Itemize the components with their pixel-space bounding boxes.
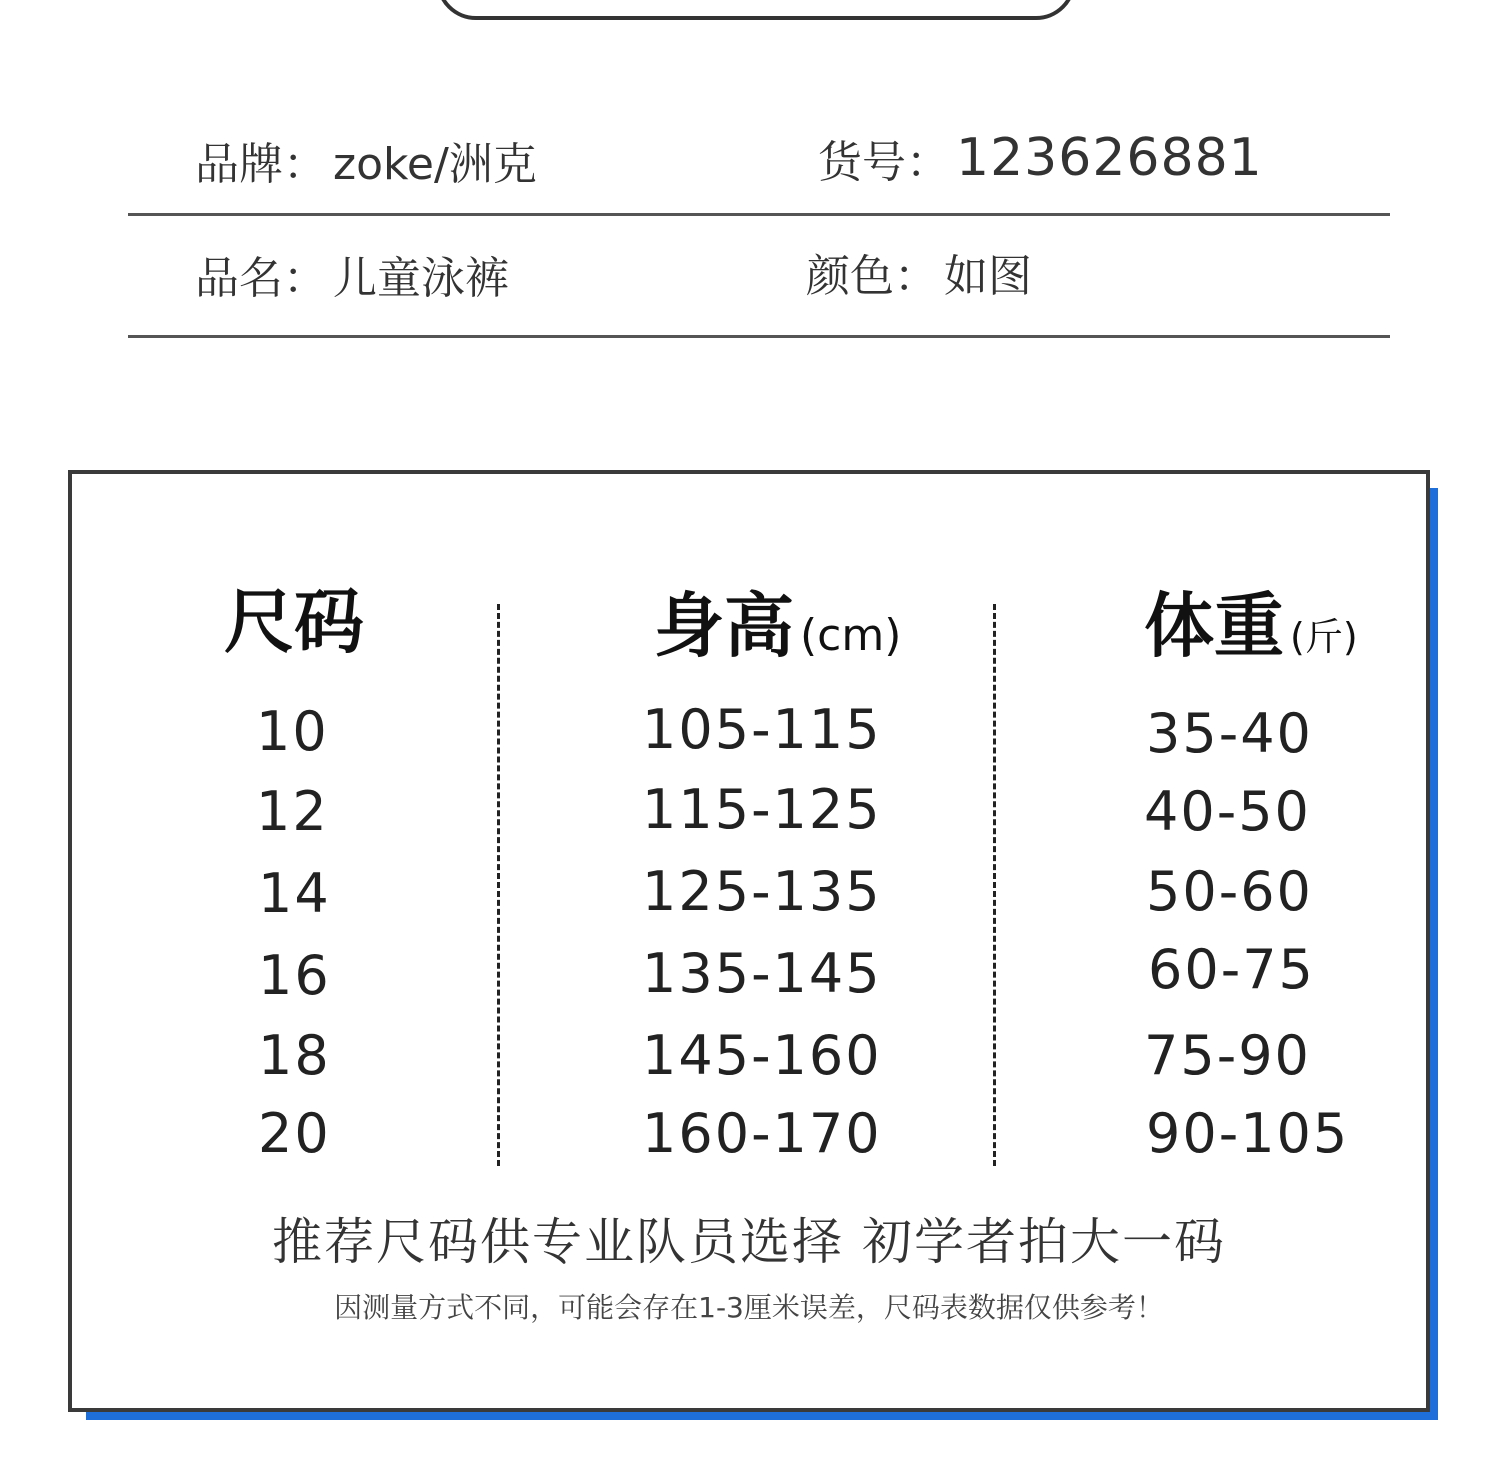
- size-cell: 18: [258, 1024, 331, 1087]
- measurement-disclaimer: 因测量方式不同，可能会存在1-3厘米误差，尺码表数据仅供参考！: [334, 1291, 1164, 1324]
- brand-value: zoke/洲克: [333, 139, 537, 190]
- size-cell: 20: [258, 1102, 331, 1165]
- weight-cell: 90-105: [1146, 1102, 1350, 1165]
- product-name-label: 品名：: [195, 253, 327, 304]
- weight-header-text: 体重: [1144, 585, 1284, 667]
- column-divider-1: [497, 604, 500, 1166]
- size-header-text: 尺码: [224, 581, 364, 663]
- item-number-value: 123626881: [956, 128, 1263, 188]
- column-divider-2: [993, 604, 996, 1166]
- color-label: 颜色：: [806, 251, 938, 302]
- size-header: [224, 566, 364, 667]
- brand-row: [195, 128, 537, 192]
- height-cell: 115-125: [642, 778, 882, 841]
- size-cell: 12: [256, 780, 329, 843]
- weight-cell: 35-40: [1146, 702, 1313, 765]
- item-number-label: 货号：: [818, 137, 950, 188]
- height-cell: 105-115: [642, 698, 882, 761]
- weight-cell: 50-60: [1146, 860, 1313, 923]
- weight-header: [1144, 570, 1358, 671]
- section-header-pill: [436, 0, 1076, 20]
- weight-cell: 60-75: [1148, 938, 1315, 1001]
- product-name-row: [195, 242, 509, 306]
- item-number-row: [818, 126, 1263, 190]
- info-divider-top: [128, 213, 1390, 216]
- height-cell: 125-135: [642, 860, 882, 923]
- brand-label: 品牌：: [195, 139, 327, 190]
- height-header: [654, 570, 901, 671]
- weight-cell: 40-50: [1144, 780, 1311, 843]
- height-header-text: 身高: [654, 585, 794, 667]
- height-cell: 145-160: [642, 1024, 882, 1087]
- size-cell: 14: [258, 862, 331, 925]
- height-cell: 135-145: [642, 942, 882, 1005]
- weight-unit: (斤): [1290, 615, 1358, 659]
- product-name-value: 儿童泳裤: [333, 253, 509, 304]
- height-cell: 160-170: [642, 1102, 882, 1165]
- height-unit: (cm): [800, 610, 902, 661]
- weight-cell: 75-90: [1144, 1024, 1311, 1087]
- size-chart-card: [68, 470, 1430, 1412]
- size-cell: 10: [256, 700, 329, 763]
- size-cell: 16: [258, 944, 331, 1007]
- info-divider-bottom: [128, 335, 1390, 338]
- color-row: [806, 240, 1032, 304]
- recommendation-note: 推荐尺码供专业队员选择 初学者拍大一码: [272, 1213, 1226, 1271]
- color-value: 如图: [944, 251, 1032, 302]
